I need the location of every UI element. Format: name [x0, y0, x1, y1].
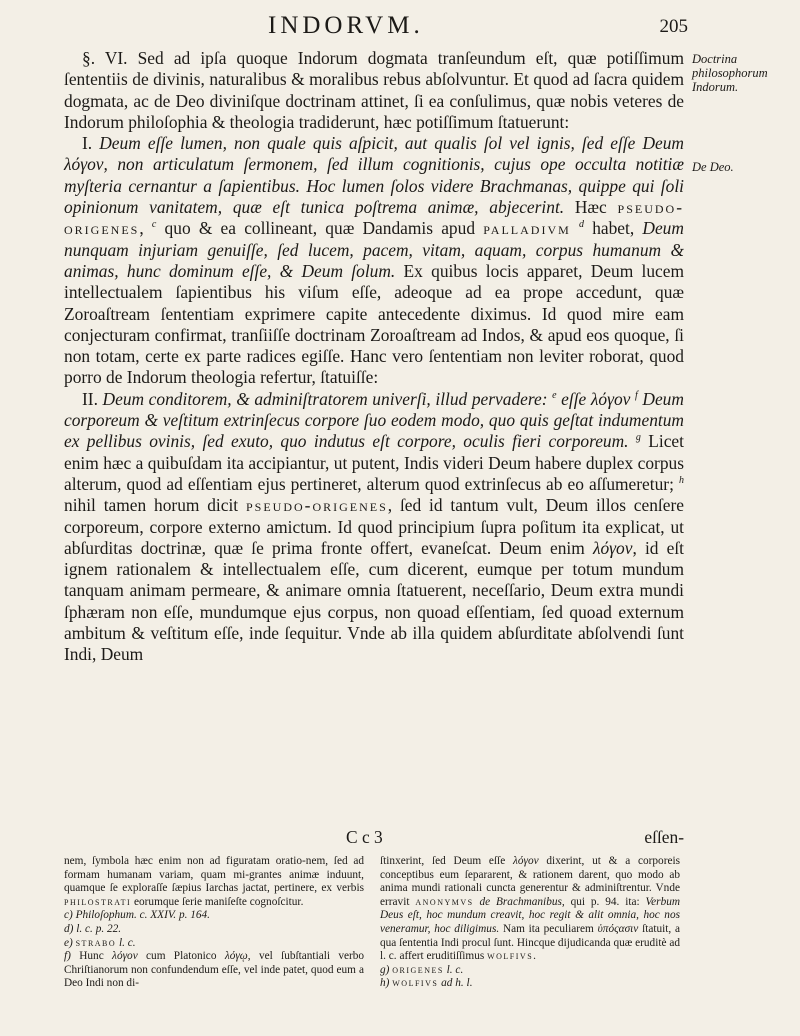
footnote-continued: [64, 855, 364, 909]
author-wolfius: wolfivs.: [487, 950, 538, 963]
dogma-two-paragraph: [64, 389, 684, 666]
footnote-e-label: e): [64, 936, 73, 949]
signature-mark: C c 3: [346, 827, 383, 847]
footnote-ref-h: h: [679, 475, 684, 487]
running-title: INDORVM.: [268, 12, 424, 39]
dogma-two-italic: Deum conditorem, & adminiſtratorem univerſi, illud pervadere:: [102, 388, 548, 409]
footnote-right-text-e: Nam ita peculiarem: [502, 922, 594, 935]
author-strabo: strabo: [75, 936, 117, 949]
dogma-one-text-a: Hæc: [574, 197, 607, 218]
footnote-ref-f: f: [635, 389, 638, 401]
footnote-ref-d: d: [578, 219, 584, 231]
footnotes: [64, 855, 688, 1031]
footnote-c-text: Philoſophum. c. XXIV. p. 164.: [75, 909, 211, 922]
author-palladius: palladivm: [483, 218, 571, 239]
footnote-f-greek: λόγον: [112, 950, 138, 963]
dogma-one-italic-3: Deum nunquam injuriam genuiſſe, ſed lucem, pacem, vitam, aquam, corpus humanum & animas, hunc dominum eſſe, & Deum ſolum.: [64, 218, 684, 281]
footnote-h-label: h): [380, 977, 390, 990]
margin-note-doctrina: Doctrina philosophorum Indorum.: [692, 52, 768, 94]
footnote-g: [380, 964, 680, 978]
dogma-one-italic-2: , non articulatum ſermonem, ſed illum cognitionis, cujus ope occulta notitiæ myſteria cernantur a ſapientibus. Hoc lumen ſolos videre Brachmanas, quippe qui ſoli opinionum vanitatem, quæ eſt tunica poſtrema animæ, abjecerint.: [64, 154, 684, 218]
footnote-f-label: f): [64, 950, 71, 963]
dogma-one-paragraph: I. Deum eſſe lumen, non quale quis aſpicit, aut qualis ſol vel ignis, ſed eſſe Deum λόγον, non articulatum ſermonem, ſed illum cognitionis, cujus ope occulta notitiæ myſteria cernantur a ſapientibus. Hoc lumen ſolos videre Brachmanas, quippe qui ſoli opinionum vanitatem, quæ eſt tunica poſtrema animæ, abjecerint. Hæc pseudo-origenes, $^c$ quo & ea collineant, quæ Dandamis apud palladivm $^d$ habet, Deum nunquam injuriam genuiſſe, ſed lucem, pacem, vitam, aquam, corpus humanum & animas, hunc dominum eſſe, & Deum ſolum. Ex quibus locis apparet, Deum lucem intellectualem ſapientibus his viſum eſſe, adeoque ad ea prope accedunt, quæ Zoroaſtream ſententiam exprimere capite antecedente diximus. Id quod mire eam conjecturam confirmat, tranſiiſſe doctrinam Zoroaſtream ad Indos, & apud eos quoque, ſi non totam, certe ex parte radices egiſſe. Hanc vero ſententiam non leviter roborat, quod porro de Indorum theologia refertur, ſtatuiſſe:: [64, 133, 684, 388]
footnote-ref-e: e: [552, 389, 557, 401]
greek-logos-3: λόγον: [592, 537, 633, 558]
footnote-e: [64, 937, 364, 951]
catchword: eſſen-: [644, 827, 684, 847]
margin-note-de-deo: De Deo.: [692, 160, 734, 174]
footnote-right-greek-2: ὑπόςασιν: [597, 922, 639, 935]
dogma-one-italic: Deum eſſe lumen, non quale quis aſpicit, aut qualis ſol vel ignis, ſed eſſe Deum: [99, 133, 684, 154]
footnotes-left-column: [64, 855, 364, 991]
footnote-e-text: l. c.: [119, 936, 136, 949]
footnote-f-continued: [380, 855, 680, 964]
footnote-right-greek: λόγον: [512, 855, 539, 867]
footnote-g-label: g): [380, 963, 390, 976]
dogma-one-number: I.: [82, 133, 93, 154]
footnote-h: [380, 977, 680, 991]
footnote-ref-g: g: [635, 432, 641, 444]
dogma-two-text-a: Licet enim hæc a quibuſdam ita accipiantur, ut putent, Indis videri Deum habere duplex corpus alterum, quod ad eſſentiam ejus pertineret, alterum quod extrinſecus ab eo aſſumeretur;: [64, 431, 684, 494]
dogma-one-text-b: quo & ea collineant, quæ Dandamis apud: [164, 218, 476, 239]
footnote-h-text: ad h. l.: [441, 977, 473, 990]
footnote-ref-c: c: [151, 219, 157, 231]
footnote-right-text-d: qui p. 94. ita:: [570, 895, 640, 908]
author-wolfius-2: wolfivs: [392, 977, 439, 990]
footnote-d-label: d): [64, 922, 74, 935]
running-head: [0, 12, 800, 46]
footnote-right-text-b: dixerint, ut & a corporeis conceptibus eum ſepararent, & rationem darent, quo modo ab anima mundi rationali cuncta generentur & adminiſtrentur. Vnde erravit: [380, 855, 681, 908]
signature-line: [64, 827, 684, 849]
footnote-f-text-a: Hunc: [79, 950, 104, 963]
footnotes-right-column: [380, 855, 680, 991]
footnote-continued-text: nem, ſymbola hæc enim non ad figuratam oratio-nem, ſed ad formam humanam variam, quam mi-grantes animæ induunt, quamque ſe exploraſſe ſæpius Iarchas jactat, pertinere, ex verbis: [64, 855, 364, 895]
footnote-right-text-a: ſtinxerint, ſed Deum eſſe: [380, 855, 506, 867]
author-pseudo-origenes: pseudo-origenes: [64, 197, 684, 239]
author-philostratus: philostrati: [64, 895, 132, 908]
author-anonymus: anonymvs: [415, 895, 474, 908]
dogma-two-italic-b: eſſe: [561, 388, 587, 409]
section-intro-paragraph: [64, 48, 684, 133]
footnote-d-text: l. c. p. 22.: [76, 922, 122, 935]
author-pseudo-origenes-2: pseudo-origenes: [245, 495, 388, 516]
footnote-continued-text-2: eorumque ſerie maniſeſte cognoſcitur.: [134, 895, 304, 908]
footnote-c: [64, 909, 364, 923]
greek-logos-2: λόγον: [590, 388, 631, 409]
footnote-right-quote: Verbum Deus eſt, hoc mundum creavit, hoc regit & alit omnia, hoc nos veneramur, hoc diligimus.: [380, 895, 681, 935]
footnote-right-text-f: ſtatuit, a qua ſententia Indi procul ſunt. Hincque dijudicanda quæ eruditè ad l. c. affert eruditiſſimus: [380, 922, 681, 963]
footnote-g-text: l. c.: [446, 963, 464, 976]
footnote-f-greek-2: λόγῳ: [224, 950, 248, 963]
dogma-two-text-d: , id eſt ignem rationalem & intellectualem eſſe, cum dicerent, eumque per totum mundum tanquam animam permeare, & animare omnia ſtatuerent, neceſſario, Deum extra mundi ſphæram non eſſe, mundumque ejus corpus, non quoad eſſentiam, ſed quoad externum ambitum & veſtitum eſſe, inde ſequitur. Vnde ab illa quidem abſurditate abſolvendi ſunt Indi, Deum: [64, 537, 685, 665]
author-origenes: origenes: [392, 963, 444, 976]
dogma-one-text-c: habet,: [592, 218, 635, 239]
page-number: 205: [659, 16, 688, 37]
section-intro-text: Sed ad ipſa quoque Indorum dogmata tranſeundum eſt, quæ potiſſimum ſententiis de divinis, naturalibus & moralibus rebus abſolvuntur. Et quod ad ſacra quidem dogmata, ac de Deo diviniſque doctrinam attinet, ſi ea conſulimus, quæ nobis veteres de Indorum philoſophia & theologia tradiderunt, hæc potiſſimum ſtatuerunt:: [64, 48, 684, 132]
dogma-one-text-d: Ex quibus locis apparet, Deum lucem intellectualem ſapientibus his viſum eſſe, adeoque ad ea prope accedunt, quæ Zoroaſtream ſententiam exprimere capite antecedente diximus. Id quod mire eam conjecturam confirmat, tranſiiſſe doctrinam Zoroaſtream ad Indos, & apud eos quoque, ſi non totam, certe ex parte radices egiſſe. Hanc vero ſententiam non leviter roborat, quod porro de Indorum theologia refertur, ſtatuiſſe:: [64, 260, 684, 388]
footnote-d: [64, 923, 364, 937]
dogma-two-text-b: nihil tamen horum dicit: [64, 495, 239, 516]
footnote-f: [64, 950, 364, 991]
footnote-c-label: c): [64, 909, 73, 922]
dogma-two-text-c: , ſed id tantum vult, Deum illos cenſere corporeum, corpore externo amictum. Id quod principium ſupra poſitum ita explicat, ut abſurditas doctrinæ, quæ ſe prima fronte offert, evaneſcat. Deum enim: [64, 495, 684, 558]
greek-logos: λόγον: [64, 154, 104, 175]
dogma-two-number: II.: [82, 388, 98, 409]
section-heading: §. VI.: [82, 48, 128, 68]
main-text: [64, 48, 684, 666]
footnote-right-work: de Brachmanibus,: [479, 895, 565, 908]
footnote-f-text-c: , vel ſubſtantiali verbo Chriſtianorum non confundendum eſſe, vel inde patet, quod eum a Deo Indi non di-: [64, 950, 365, 990]
dogma-two-italic-2: Deum corporeum & veſtitum extrinſecus corpore ſuo eodem modo, quo quis geſtat indumentum ex pellibus ovinis, ſed exuto, quo indutus eſt corpore, oculis fieri corporeum.: [64, 388, 684, 452]
footnote-f-text-b: cum Platonico: [146, 950, 217, 963]
